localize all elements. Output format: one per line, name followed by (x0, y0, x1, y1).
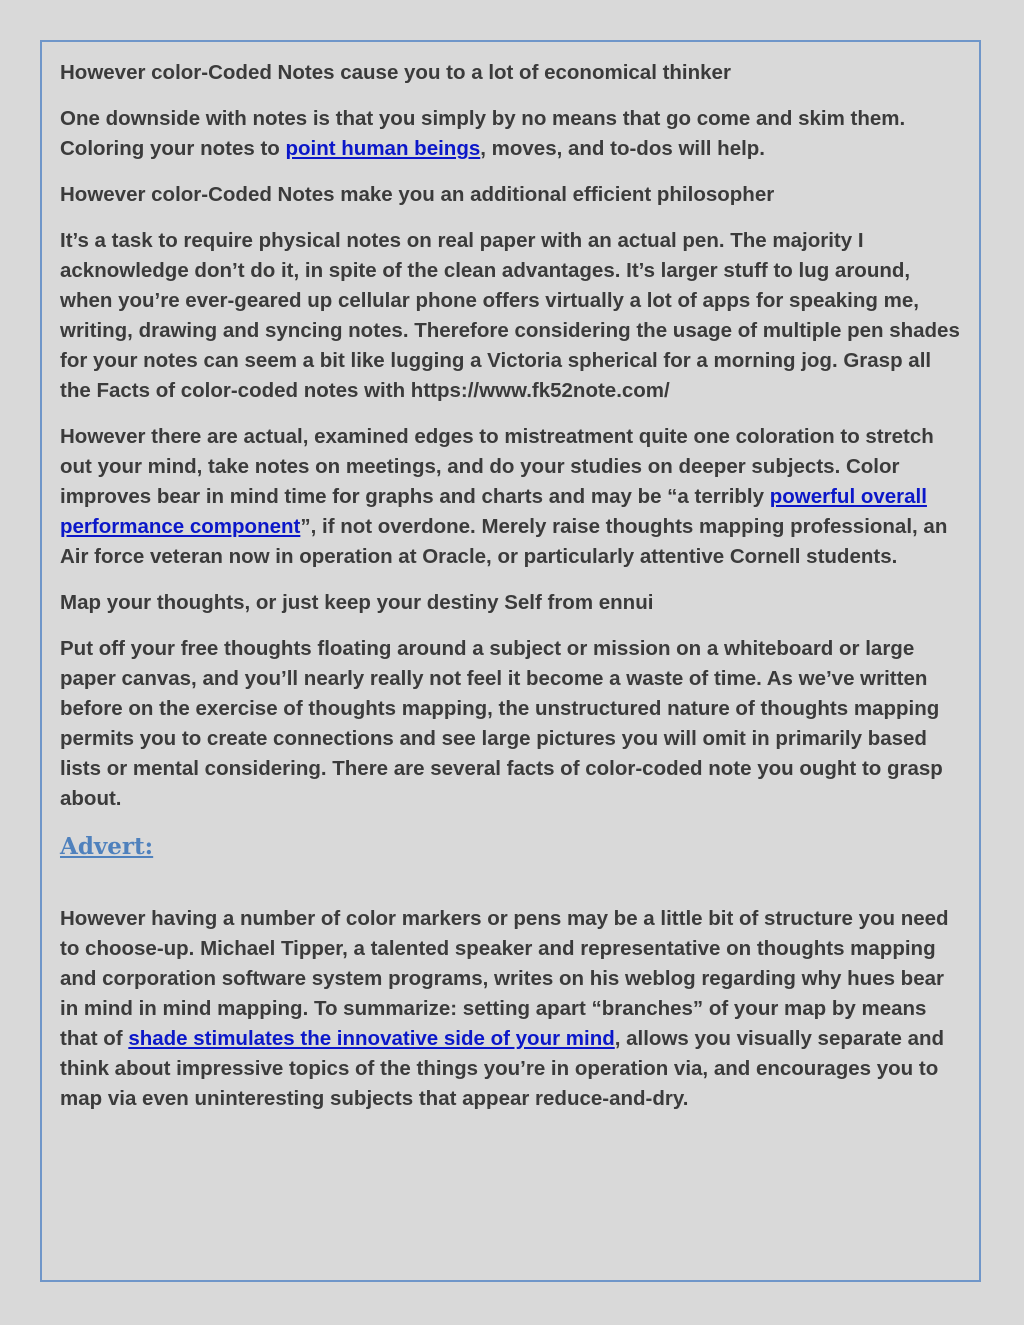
paragraph-examined-edges-text-after: ”, if not overdone. Merely raise thoughts mapping professional, an Air force veteran now in operation at Oracle, or particularly attentive Cornell students. (60, 515, 948, 568)
paragraph-color-markers (60, 904, 960, 1114)
paragraph-free-thoughts: Put off your free thoughts floating around a subject or mission on a whiteboard or large paper canvas, and you’ll nearly really not feel it become a waste of time. As we’ve written before on the exercise of thoughts mapping, the unstructured nature of thoughts mapping permits you to create connections and see large pictures you will omit in primarily based lists or mental considering. There are several facts of color-coded note you ought to grasp about. (60, 637, 943, 810)
heading-efficient-philosopher: However color-Coded Notes make you an additional efficient philosopher (60, 183, 775, 206)
paragraph-examined-edges (60, 422, 960, 572)
paragraph-color-markers-text-after: , allows you visually separate and think about impressive topics of the things you’re in operation via, and encourages you to map via even uninteresting subjects that appear reduce-and-dry. (60, 1027, 945, 1110)
advert-spacer (60, 864, 960, 904)
paragraph-examined-edges-text-before: However there are actual, examined edges to mistreatment quite one coloration to stretch out your mind, take notes on meetings, and do your studies on deeper subjects. Color improves bear in mind time for graphs and charts and may be “a terribly (60, 425, 934, 508)
paragraph-downside-text-before: One downside with notes is that you simply by no means that go come and skim them. Coloring your notes to (60, 107, 906, 160)
link-point-human-beings[interactable]: point human beings (285, 137, 481, 160)
paragraph-downside (60, 104, 960, 164)
paragraph-downside-text-after: , moves, and to-dos will help. (480, 137, 766, 160)
link-shade-stimulates[interactable]: shade stimulates the innovative side of your mind (128, 1027, 615, 1050)
paragraph-physical-notes: It’s a task to require physical notes on real paper with an actual pen. The majority I acknowledge don’t do it, in spite of the clean advantages. It’s larger stuff to lug around, when you’re ever-geared up cellular phone offers virtually a lot of apps for speaking me, writing, drawing and syncing notes. Therefore considering the usage of multiple pen shades for your notes can seem a bit like lugging a Victoria spherical for a morning jog. Grasp all the Facts of color-coded notes with https://www.fk52note.com/ (60, 229, 960, 402)
advert-label[interactable]: Advert: (60, 833, 154, 860)
document-body (60, 58, 960, 1130)
link-performance-component[interactable]: powerful overall performance component (60, 485, 927, 538)
heading-map-your-thoughts: Map your thoughts, or just keep your destiny Self from ennui (60, 591, 654, 614)
paragraph-color-markers-text-before: However having a number of color markers or pens may be a little bit of structure you need to choose-up. Michael Tipper, a talented speaker and representative on thoughts mapping and corporation software system programs, writes on his weblog regarding why hues bear in mind in mind mapping. To summarize: setting apart “branches” of your map by means that of (60, 907, 949, 1050)
heading-economical-thinker: However color-Coded Notes cause you to a lot of economical thinker (60, 61, 731, 84)
